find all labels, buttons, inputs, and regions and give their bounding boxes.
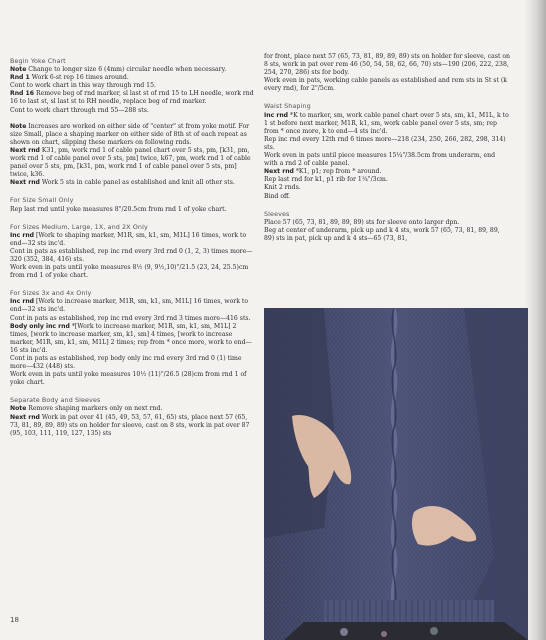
instruction-text: Remove beg of rnd marker, sl last st of rnd 15 to LH needle, work rnd 16 to last st, sl last st to RH needle, replace beg of rnd marker. xyxy=(10,90,254,106)
instruction-text: Work in pat over 41 (45, 49, 53, 57, 61, 65) sts, place next 57 (65, 73, 81, 89, 89, 89) sts on holder for sleeve, cast on 8 sts, work in pat over 87 (95, 103, 111, 119, 127, 135) sts xyxy=(10,413,250,437)
instruction-text: Work 6-st rep 16 times around. xyxy=(29,74,129,82)
instruction-lead: Rnd 16 xyxy=(10,90,34,98)
instruction-text: Rep last rnd until yoke measures 8"/20.5cm from rnd 1 of yoke chart. xyxy=(10,205,227,213)
instruction-text: *K1, p1; rep from * around. xyxy=(293,168,382,176)
instruction-paragraph xyxy=(10,90,256,106)
instruction-lead: Rnd 1 xyxy=(10,74,30,82)
instruction-paragraph xyxy=(264,77,510,93)
instruction-paragraph xyxy=(264,184,510,192)
instruction-lead: Inc rnd xyxy=(10,298,35,306)
instruction-lead: Next rnd xyxy=(10,179,40,187)
instruction-paragraph xyxy=(10,323,256,355)
instruction-paragraph xyxy=(10,371,256,387)
instruction-lead: Note xyxy=(10,122,27,130)
instruction-lead: Next rnd xyxy=(10,413,40,421)
instruction-paragraph xyxy=(264,53,510,77)
right-text-column xyxy=(264,53,510,243)
instruction-paragraph xyxy=(10,414,256,438)
instruction-paragraph xyxy=(10,405,256,413)
instruction-text: for front, place next 57 (65, 73, 81, 89, 89, 89) sts on holder for sleeve, cast on 8 sts, work in pat over rem 46 (50, 54, 58, 62, 66, 70) sts—190 (206, 222, 238, 254, 270, 286) sts for body. xyxy=(264,53,511,77)
section-heading: For Sizes 3x and 4x Only xyxy=(10,289,92,298)
instruction-text: Cont to work chart in this way through rnd 15. xyxy=(10,82,156,90)
instruction-paragraph xyxy=(10,206,256,214)
instruction-lead: Next rnd xyxy=(264,168,294,176)
page-number: 18 xyxy=(10,616,19,624)
instruction-text: Work even in pats until yoke measures 8½ (9, 9½,10)"/21.5 (23, 24, 25.5)cm from rnd 1 of yoke chart. xyxy=(10,264,249,280)
instruction-paragraph xyxy=(10,74,256,82)
instruction-paragraph xyxy=(264,112,510,136)
instruction-text: Remove shaping markers only on next rnd. xyxy=(26,405,163,413)
instruction-text: Beg at center of underarm, pick up and k 4 sts, work 57 (65, 73, 81, 89, 89, 89) sts in pat, pick up and k 4 sts—65 (73, 81, xyxy=(264,226,500,242)
instruction-paragraph xyxy=(264,136,510,152)
instruction-lead: Body only inc rnd xyxy=(10,322,70,330)
instruction-text: Change to longer size 6 (4mm) circular needle when necessary. xyxy=(26,66,227,74)
instruction-text: [Work to increase marker, M1R, sm, k1, sm, M1L] 16 times, work to end—32 sts inc'd. xyxy=(10,298,249,314)
instruction-lead: Next rnd xyxy=(10,146,40,154)
section-heading: Sleeves xyxy=(264,209,290,218)
instruction-paragraph xyxy=(10,82,256,90)
instruction-paragraph xyxy=(10,66,256,74)
instruction-text: Knit 2 rnds. xyxy=(264,184,301,192)
instruction-text: Work even in pats until yoke measures 10½ (11)"/26.5 (28)cm from rnd 1 of yoke chart. xyxy=(10,371,247,387)
section-heading: For Size Small Only xyxy=(10,196,74,205)
sweater-illustration xyxy=(264,308,528,640)
instruction-text: Cont in pats as established, rep body only inc rnd every 3rd rnd 0 (1) time more—432 (448) sts. xyxy=(10,355,242,371)
instruction-lead: Note xyxy=(10,66,27,74)
left-text-column xyxy=(10,57,256,438)
instruction-lead: Inc rnd xyxy=(10,231,35,239)
instruction-text: Place 57 (65, 73, 81, 89, 89, 89) sts for sleeve onto larger dpn. xyxy=(264,218,460,226)
instruction-paragraph xyxy=(10,179,256,187)
instruction-text: Bind off. xyxy=(264,192,291,200)
instruction-paragraph xyxy=(10,315,256,323)
instruction-lead: Note xyxy=(10,405,27,413)
instruction-paragraph xyxy=(10,298,256,314)
instruction-text: Cont in pats as established, rep inc rnd every 3rd rnd 0 (1, 2, 3) times more—320 (352, 384, 416) sts. xyxy=(10,247,253,263)
sweater-photo xyxy=(264,308,528,640)
instruction-paragraph xyxy=(10,264,256,280)
instruction-lead: Inc rnd xyxy=(264,111,289,119)
section-heading: Begin Yoke Chart xyxy=(10,57,66,65)
instruction-paragraph xyxy=(264,152,510,168)
instruction-text: *[Work to increase marker, M1R, sm, k1, sm, M1L] 2 times, [work to increase marker, sm, k1, sm] 4 times, [work to increase marker, M1R, sm, k1, sm, M1L] 2 times; rep from * once more, work to end—16 sts inc'd. xyxy=(10,322,252,354)
instruction-paragraph xyxy=(264,227,510,243)
section-heading: For Sizes Medium, Large, 1X, and 2X Only xyxy=(10,222,148,231)
instruction-text: Increases are worked on either side of "center" st from yoke motif. For size Small, place a shaping marker on either side of 8th st of each repeat as shown on chart, slipping these markers on following rnds. xyxy=(10,122,250,146)
instruction-paragraph xyxy=(264,219,510,227)
instruction-paragraph xyxy=(264,176,510,184)
instruction-paragraph xyxy=(10,147,256,179)
instruction-paragraph xyxy=(10,232,256,248)
instruction-text: [Work to shaping marker, M1R, sm, k1, sm, M1L] 16 times, work to end—32 sts inc'd. xyxy=(10,231,247,247)
instruction-text: Work even in pats, working cable panels as established and rem sts in St st (k every rnd), for 2"/5cm. xyxy=(264,77,507,93)
instruction-text: Work 5 sts in cable panel as established and knit all other sts. xyxy=(39,179,235,187)
instruction-paragraph xyxy=(264,168,510,176)
instruction-text: K31, pm, work rnd 1 of cable panel chart over 5 sts, pm, [k31, pm, work rnd 1 of cable panel over 5 sts, pm] twice, k67, pm, work rnd 1 of cable panel over 5 sts, pm, [k31, pm, work rnd 1 of cable panel over 5 sts, pm] twice, k36. xyxy=(10,146,251,179)
instruction-text: Rep inc rnd every 12th rnd 6 times more—218 (234, 250, 266, 282, 298, 314) sts. xyxy=(264,135,506,151)
instruction-text: Work even in pats until piece measures 15¼"/38.5cm from underarm, end with a rnd 2 of cable panel. xyxy=(264,152,496,168)
instruction-text: Cont to work chart through rnd 55—288 sts. xyxy=(10,106,149,114)
instruction-paragraph xyxy=(10,123,256,147)
instruction-text: *K to marker, sm, work cable panel chart over 5 sts, sm, k1, M1L, k to 1 st before next marker, M1R, k1, sm, work cable panel over 5 sts, sm; rep from * once more, k to end—4 sts inc'd. xyxy=(264,111,509,135)
instruction-paragraph xyxy=(10,355,256,371)
section-heading: Waist Shaping xyxy=(264,102,311,111)
instruction-paragraph xyxy=(10,107,256,115)
instruction-paragraph xyxy=(264,193,510,201)
instruction-text: Cont in pats as established, rep inc rnd every 3rd rnd 3 times more—416 sts. xyxy=(10,314,251,322)
section-heading: Separate Body and Sleeves xyxy=(10,396,101,405)
instruction-paragraph xyxy=(10,248,256,264)
instruction-text: Rep last rnd for k1, p1 rib for 1¼"/3cm. xyxy=(264,176,388,184)
